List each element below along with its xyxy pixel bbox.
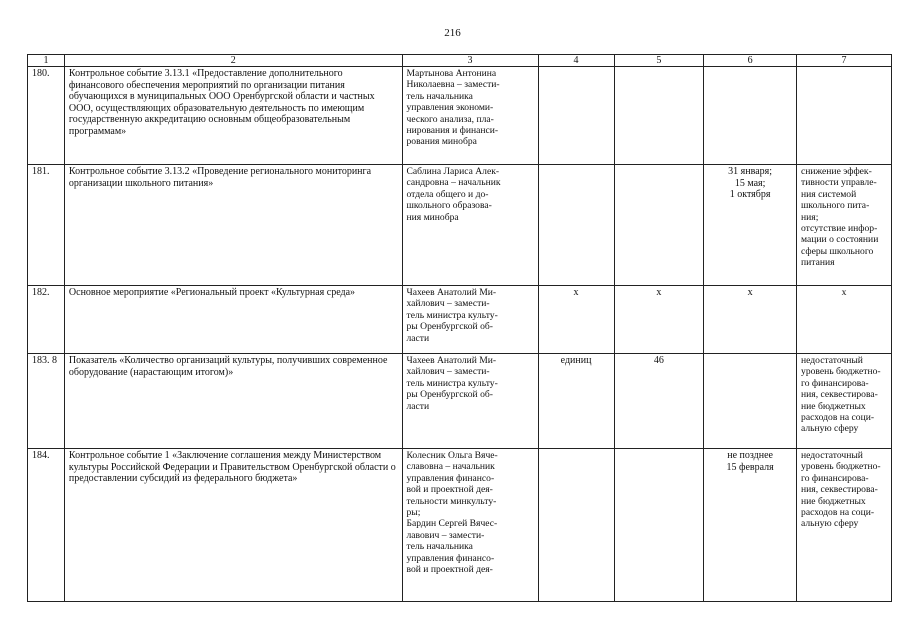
row-description: Контрольное событие 1 «Заключение соглашения между Министерством культуры Российской Федерации и Правительством Оренбургской области о предоставлении субсидий из федерального бюджета» (64, 449, 402, 602)
row-risk (797, 67, 892, 165)
column-header: 2 (64, 55, 402, 67)
row-risk: недостаточный уровень бюджетно- го финансирова- ния, секвестирова- ние бюджетных расходов на соци- альную сферу (797, 354, 892, 449)
row-value (614, 165, 704, 286)
column-header: 4 (538, 55, 614, 67)
row-description: Контрольное событие 3.13.2 «Проведение регионального мониторинга организации школьного питания» (64, 165, 402, 286)
table-row (28, 354, 892, 449)
row-deadline: не позднее 15 февраля (704, 449, 797, 602)
row-number: 181. (28, 165, 65, 286)
row-number: 184. (28, 449, 65, 602)
table-row (28, 165, 892, 286)
row-deadline: 31 января; 15 мая; 1 октября (704, 165, 797, 286)
row-number: 183. 8 (28, 354, 65, 449)
row-description: Контрольное событие 3.13.1 «Предоставление дополнительного финансового обеспечения мероприятий по организации питания обучающихся в муниципальных ООО Оренбургской области и частных ООО, осуществляющих образовательную деятельность по имеющим государственную аккредитацию основным общеобразовательным программам» (64, 67, 402, 165)
row-responsible: Чахеев Анатолий Ми- хайлович – замести- тель министра культу- ры Оренбургской об- ласти (402, 354, 538, 449)
row-unit: x (538, 286, 614, 354)
row-unit: единиц (538, 354, 614, 449)
row-unit (538, 165, 614, 286)
row-value: x (614, 286, 704, 354)
column-header: 5 (614, 55, 704, 67)
row-responsible: Саблина Лариса Алек- сандровна – начальник отдела общего и до- школьного образова- ния минобра (402, 165, 538, 286)
row-risk: x (797, 286, 892, 354)
row-description: Показатель «Количество организаций культуры, получивших современное оборудование (нарастающим итогом)» (64, 354, 402, 449)
row-responsible: Мартынова Антонина Николаевна – замести- тель начальника управления экономи- ческого анализа, пла- нирования и финанси- рования минобра (402, 67, 538, 165)
column-number-row (28, 55, 892, 67)
row-value: 46 (614, 354, 704, 449)
row-responsible: Колесник Ольга Вяче- славовна – начальник управления финансо- вой и проектной дея- тельности минкульту- ры; Бардин Сергей Вячес- лавович – замести- тель начальника управления финансо- вой и проектной дея- (402, 449, 538, 602)
table-row (28, 286, 892, 354)
row-value (614, 67, 704, 165)
row-deadline (704, 67, 797, 165)
row-risk: недостаточный уровень бюджетно- го финансирова- ния, секвестирова- ние бюджетных расходов на соци- альную сферу (797, 449, 892, 602)
page-number: 216 (444, 27, 461, 39)
row-description: Основное мероприятие «Региональный проект «Культурная среда» (64, 286, 402, 354)
table-row (28, 67, 892, 165)
table-row (28, 449, 892, 602)
row-deadline (704, 354, 797, 449)
row-deadline: x (704, 286, 797, 354)
row-responsible: Чахеев Анатолий Ми- хайлович – замести- тель министра культу- ры Оренбургской об- ласти (402, 286, 538, 354)
row-unit (538, 67, 614, 165)
column-header: 7 (797, 55, 892, 67)
row-value (614, 449, 704, 602)
row-unit (538, 449, 614, 602)
row-number: 182. (28, 286, 65, 354)
column-header: 6 (704, 55, 797, 67)
column-header: 1 (28, 55, 65, 67)
document-table (27, 54, 892, 602)
row-risk: снижение эффек- тивности управле- ния системой школьного пита- ния; отсутствие инфор- мации о состоянии сферы школьного питания (797, 165, 892, 286)
row-number: 180. (28, 67, 65, 165)
column-header: 3 (402, 55, 538, 67)
